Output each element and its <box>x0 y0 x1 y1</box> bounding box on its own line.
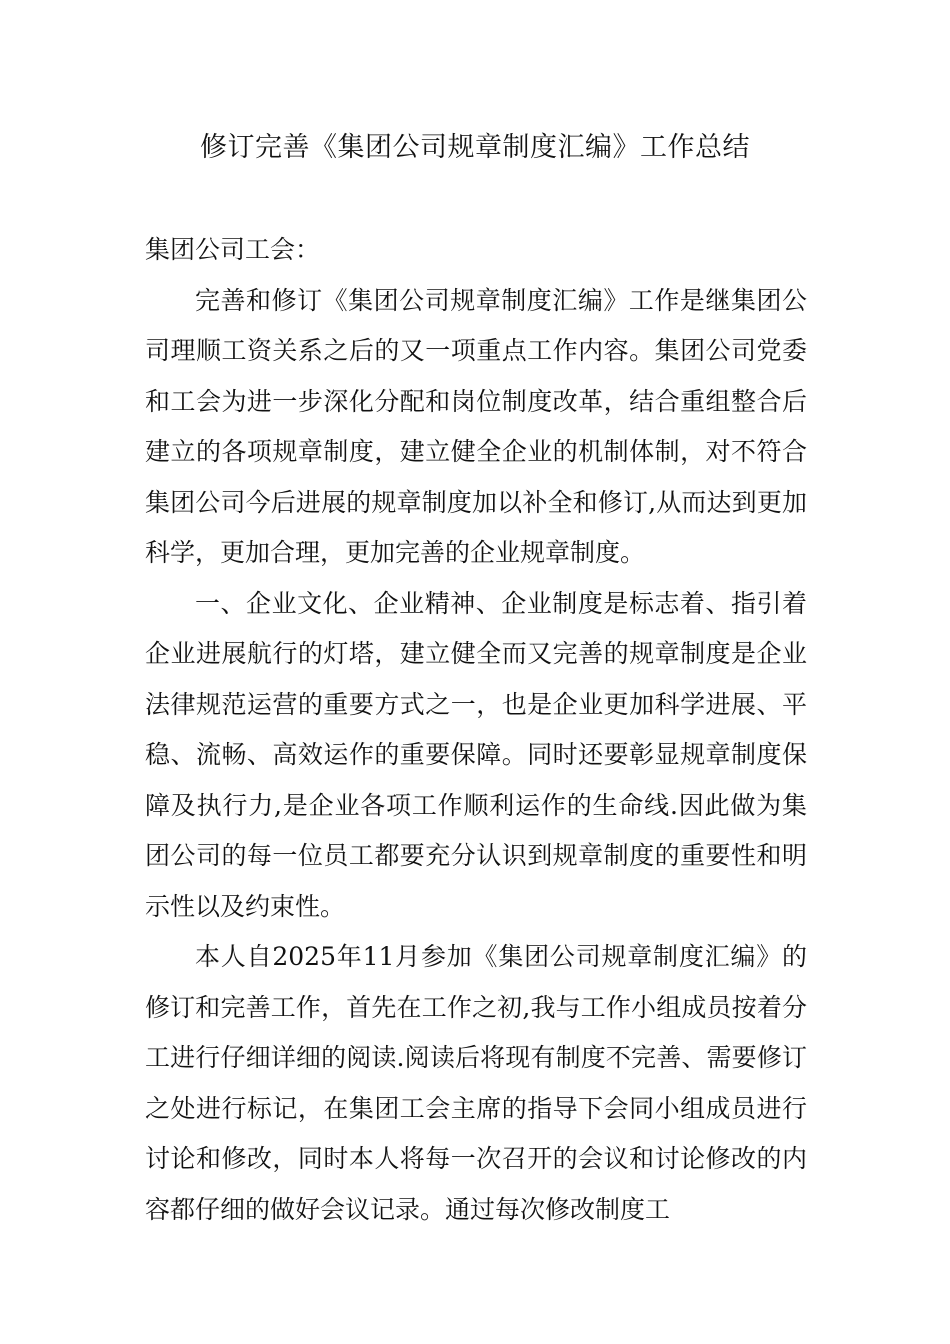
paragraph-intro: 完善和修订《集团公司规章制度汇编》工作是继集团公司理顺工资关系之后的又一项重点工作内容。集团公司党委和工会为进一步深化分配和岗位制度改革，结合重组整合后建立的各项规章制度，建立健全企业的机制体制，对不符合集团公司今后进展的规章制度加以补全和修订,从而达到更加科学，更加合理，更加完善的企业规章制度。 <box>145 285 807 567</box>
document-body <box>145 225 807 1235</box>
paragraph-personal-work: 本人自2025年11月参加《集团公司规章制度汇编》的修订和完善工作，首先在工作之初,我与工作小组成员按着分工进行仔细详细的阅读.阅读后将现有制度不完善、需要修订之处进行标记，在集团工会主席的指导下会同小组成员进行讨论和修改，同时本人将每一次召开的会议和讨论修改的内容都仔细的做好会议记录。通过每次修改制度工 <box>145 942 807 1224</box>
document-title: 修订完善《集团公司规章制度汇编》工作总结 <box>200 132 750 163</box>
paragraph-section-one: 一、企业文化、企业精神、企业制度是标志着、指引着企业进展航行的灯塔，建立健全而又完善的规章制度是企业法律规范运营的重要方式之一，也是企业更加科学进展、平稳、流畅、高效运作的重要保障。同时还要彰显规章制度保障及执行力,是企业各项工作顺利运作的生命线.因此做为集团公司的每一位员工都要充分认识到规章制度的重要性和明示性以及约束性。 <box>145 588 807 921</box>
salutation: 集团公司工会： <box>145 235 321 264</box>
